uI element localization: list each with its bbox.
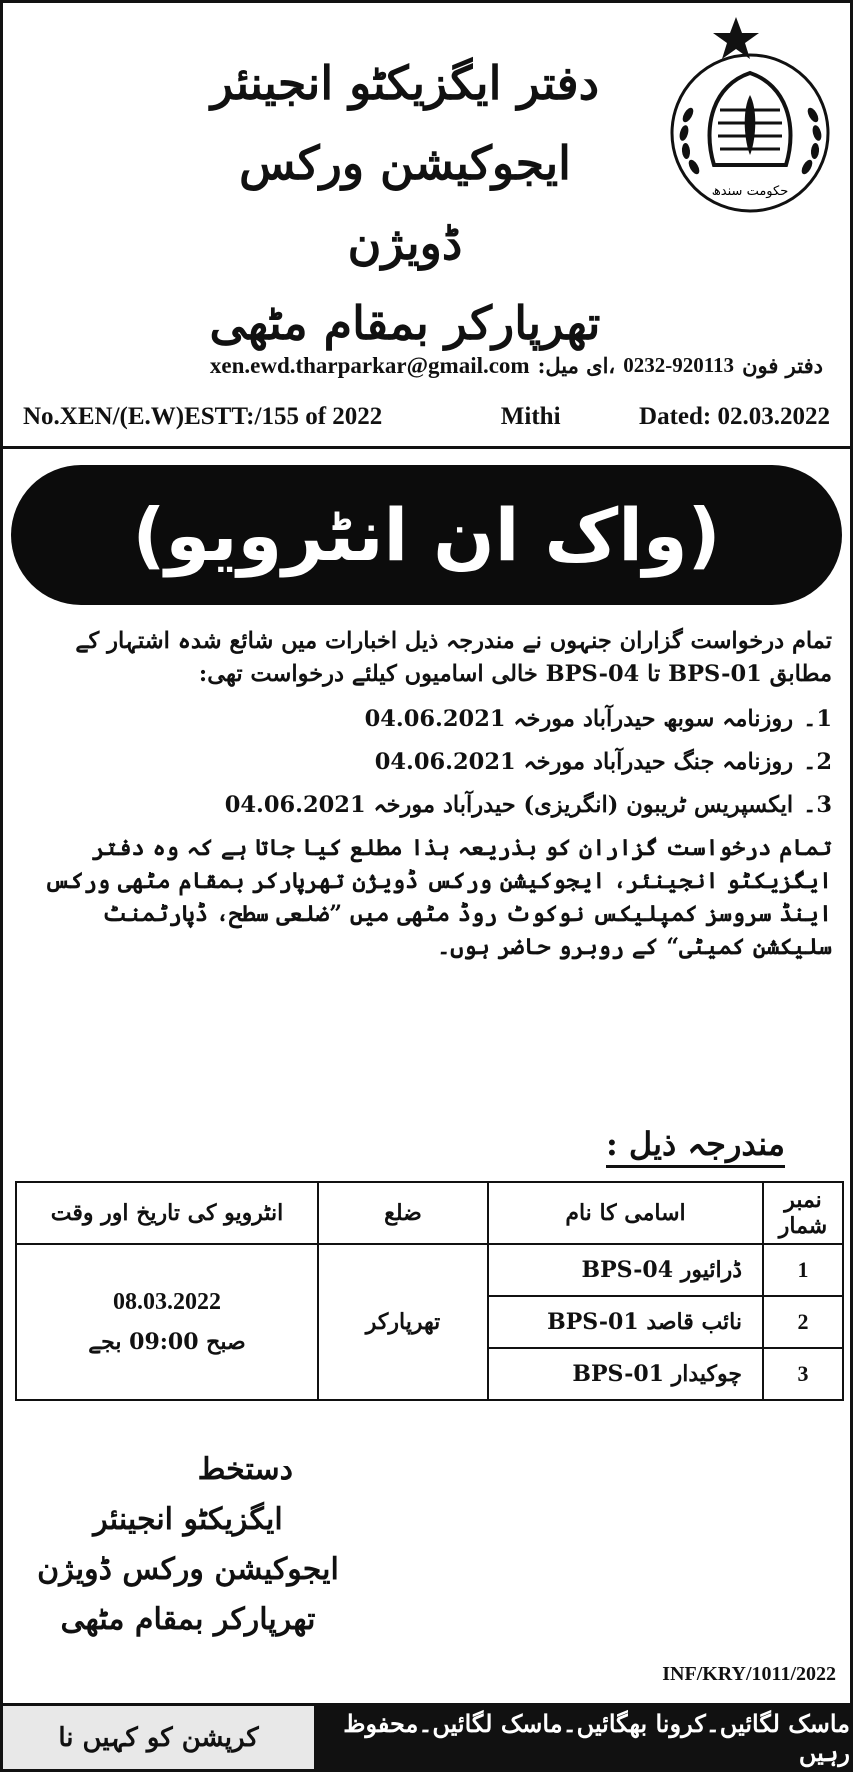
interview-date: 08.03.2022 bbox=[113, 1289, 221, 1315]
newspaper-item bbox=[21, 746, 832, 779]
mask-slogan: ماسک لگائیں۔کرونا بھگائیں۔ماسک لگائیں۔محفوظ رہیں bbox=[317, 1706, 850, 1769]
office-title bbox=[185, 43, 625, 363]
post-cell: ڈرائیور BPS-04 bbox=[488, 1244, 763, 1296]
header bbox=[3, 3, 850, 348]
logo-text: حکومت سندھ bbox=[711, 184, 789, 199]
newspaper-text: روزنامہ جنگ حیدرآباد مورخہ 04.06.2021 bbox=[374, 749, 794, 775]
interview-time: صبح 09:00 بجے bbox=[88, 1329, 246, 1355]
newspaper-item bbox=[21, 703, 832, 736]
office-line-1: دفتر ایگزیکٹو انجینئر bbox=[210, 56, 600, 110]
intro-paragraph: تمام درخواست گزاران جنہوں نے مندرجہ ذیل اخبارات میں شائع شدہ اشتہار کے مطابق BPS-01 تا BPS-04 خالی اسامیوں کیلئے درخواست تھی: bbox=[75, 628, 832, 687]
post-cell: نائب قاصد BPS-01 bbox=[488, 1296, 763, 1348]
serial-cell: 1 bbox=[763, 1244, 843, 1296]
newspaper-number: 2۔ bbox=[803, 749, 832, 775]
column-header-post: اسامی کا نام bbox=[488, 1182, 763, 1244]
reference-number: No.XEN/(E.W)ESTT:/155 of 2022 bbox=[23, 403, 383, 430]
district-cell: تھرپارکر bbox=[318, 1244, 488, 1400]
office-line-2: ایجوکیشن ورکس ڈویژن bbox=[239, 136, 571, 270]
anti-corruption-slogan: کرپشن کو کہیں نا bbox=[3, 1706, 317, 1769]
contact-label: دفتر فون bbox=[742, 353, 823, 378]
newspaper-number: 3۔ bbox=[803, 792, 832, 818]
office-line-3: تھرپارکر بمقام مٹھی bbox=[209, 296, 601, 350]
reference-row bbox=[23, 403, 830, 431]
body-text bbox=[21, 625, 832, 976]
serial-cell: 3 bbox=[763, 1348, 843, 1400]
column-header-serial: نمبر شمار bbox=[763, 1182, 843, 1244]
footer bbox=[3, 1703, 850, 1769]
column-header-interview-date: انٹرویو کی تاریخ اور وقت bbox=[16, 1182, 318, 1244]
instruction-paragraph: تمام درخواست گزاران کو بذریعہ ہذا مطلع کیا جاتا ہے کہ وہ دفتر ایگزیکٹو انجینئر، ایجوکیشن ورکس ڈویژن تھرپارکر بمقام مٹھی ورکس اینڈ سروسز کمپلیکس نوکوٹ روڈ مٹھی میں ”ضلعی سطح، ڈپارٹمنٹ سلیکشن کمیٹی“ کے روبرو حاضر ہوں۔ bbox=[44, 835, 832, 960]
email-label: ،ای میل: bbox=[537, 353, 616, 378]
newspaper-text: ایکسپریس ٹریبون (انگریزی) حیدرآباد مورخہ 04.06.2021 bbox=[224, 792, 794, 818]
place: Mithi bbox=[500, 403, 561, 430]
dated: Dated: 02.03.2022 bbox=[639, 403, 830, 430]
signature-block bbox=[23, 1445, 353, 1645]
signatory-line-1: ایگزیکٹو انجینئر bbox=[93, 1502, 283, 1537]
phone-number: 0232-920113 bbox=[623, 353, 735, 377]
interview-date-cell bbox=[16, 1244, 318, 1400]
table-row bbox=[16, 1244, 843, 1296]
posts-table bbox=[15, 1181, 844, 1401]
signatory-line-2: ایجوکیشن ورکس ڈویژن bbox=[37, 1552, 339, 1587]
contact-line bbox=[63, 353, 823, 379]
newspaper-text: روزنامہ سوبھ حیدرآباد مورخہ 04.06.2021 bbox=[364, 706, 794, 732]
section-heading: مندرجہ ذیل : bbox=[606, 1125, 785, 1168]
inf-code: INF/KRY/1011/2022 bbox=[662, 1663, 836, 1685]
email-address: xen.ewd.tharparkar@gmail.com bbox=[209, 353, 530, 378]
signatory-line-3: تھرپارکر بمقام مٹھی bbox=[60, 1602, 316, 1637]
serial-cell: 2 bbox=[763, 1296, 843, 1348]
divider bbox=[3, 446, 850, 449]
newspaper-number: 1۔ bbox=[803, 706, 832, 732]
newspaper-item bbox=[21, 789, 832, 822]
walk-in-interview-banner bbox=[11, 465, 842, 605]
signature-label: دستخط bbox=[197, 1452, 293, 1487]
column-header-district: ضلع bbox=[318, 1182, 488, 1244]
post-cell: چوکیدار BPS-01 bbox=[488, 1348, 763, 1400]
government-of-sindh-logo bbox=[658, 15, 843, 225]
banner-title: (واک ان انٹرویو) bbox=[132, 493, 721, 577]
